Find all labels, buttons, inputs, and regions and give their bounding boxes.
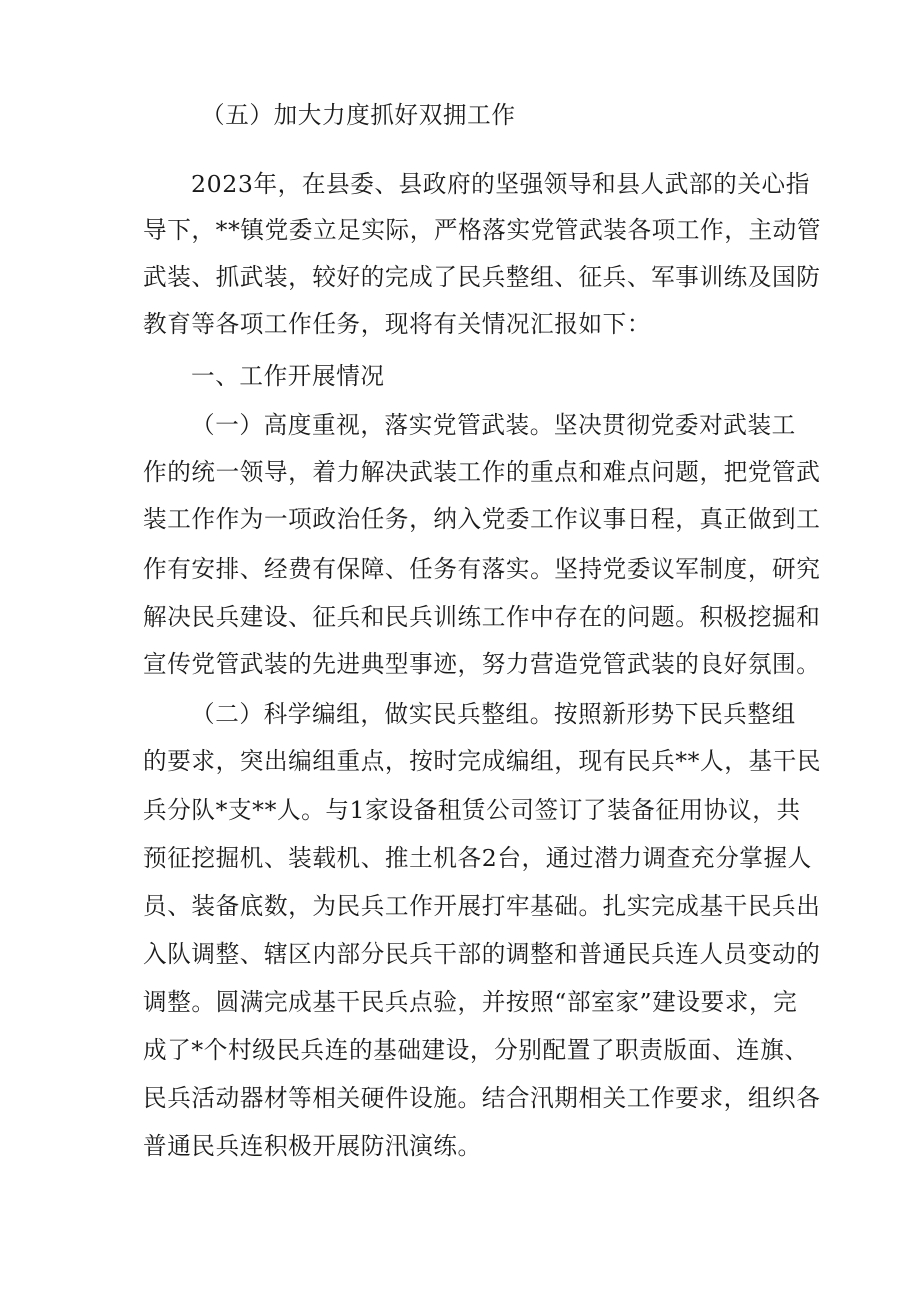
paragraph-line: 普通民兵连积极开展防汛演练。 [143, 1132, 482, 1160]
paragraph-line: 预征挖掘机、装载机、推土机各2台，通过潜力调查充分掌握人 [143, 844, 812, 872]
paragraph-line: （二）科学编组，做实民兵整组。按照新形势下民兵整组 [191, 700, 796, 728]
paragraph-line: 导下，**镇党委立足实际，严格落实党管武装各项工作，主动管 [143, 216, 822, 244]
paragraph-line: 作有安排、经费有保障、任务有落实。坚持党委议军制度，研究 [143, 555, 821, 583]
paragraph-line: 员、装备底数，为民兵工作开展打牢基础。扎实完成基干民兵出 [143, 892, 821, 920]
paragraph-line: （一）高度重视，落实党管武装。坚决贯彻党委对武装工 [191, 411, 796, 439]
paragraph-line: 民兵活动器材等相关硬件设施。结合汛期相关工作要求，组织各 [143, 1084, 821, 1112]
paragraph-line: 解决民兵建设、征兵和民兵训练工作中存在的问题。积极挖掘和 [143, 603, 821, 631]
paragraph-line: 的要求，突出编组重点，按时完成编组，现有民兵**人，基干民 [143, 747, 822, 775]
paragraph-line: 兵分队*支**人。与1家设备租赁公司签订了装备征用协议，共 [143, 796, 801, 824]
paragraph-line: 宣传党管武装的先进典型事迹，努力营造党管武装的良好氛围。 [143, 650, 821, 678]
paragraph-line: 成了*个村级民兵连的基础建设，分别配置了职责版面、连旗、 [143, 1036, 809, 1064]
paragraph-line: 装工作作为一项政治任务，纳入党委工作议事日程，真正做到工 [143, 505, 821, 533]
section-title: 一、工作开展情况 [191, 362, 385, 390]
paragraph-line: 作的统一领导，着力解决武装工作的重点和难点问题，把党管武 [143, 458, 821, 486]
paragraph-line: 武装、抓武装，较好的完成了民兵整组、征兵、军事训练及国防 [143, 263, 821, 291]
paragraph-line: 调整。圆满完成基干民兵点验，并按照“部室家”建设要求，完 [143, 988, 798, 1016]
paragraph-line: 教育等各项工作任务，现将有关情况汇报如下： [143, 310, 652, 338]
paragraph-line: 2023年，在县委、县政府的坚强领导和县人武部的关心指 [191, 170, 810, 198]
section-heading: （五）加大力度抓好双拥工作 [201, 101, 516, 129]
paragraph-line: 入队调整、辖区内部分民兵干部的调整和普通民兵连人员变动的 [143, 940, 821, 968]
